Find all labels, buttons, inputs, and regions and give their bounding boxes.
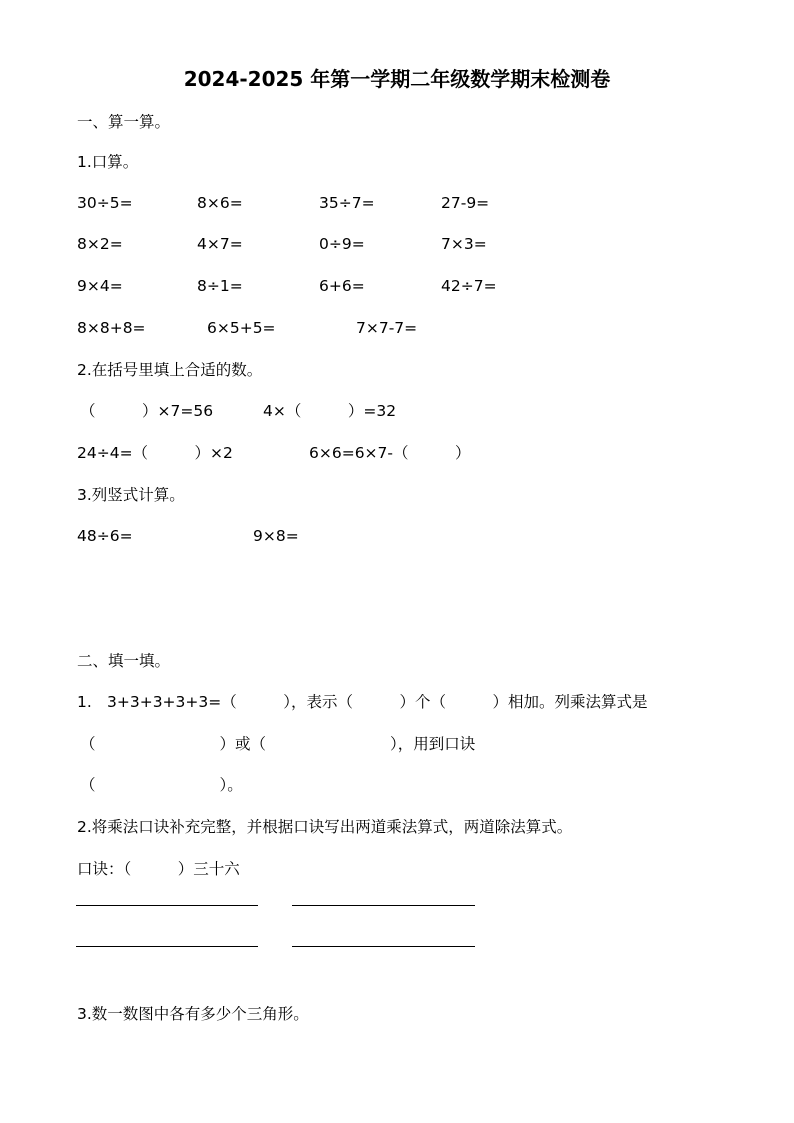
fill-blank-item: 4×（ ）=32	[263, 402, 397, 420]
oral-calc-item: 6×5+5=	[207, 319, 276, 337]
oral-calc-item: 6+6=	[319, 277, 365, 295]
section-2-heading: 二、填一填。	[77, 652, 171, 670]
q3-label: 3.列竖式计算。	[77, 486, 185, 504]
oral-calc-item: 30÷5=	[77, 194, 133, 212]
s2-q1-line-2: （ ）或（ ），用到口诀	[80, 735, 476, 753]
vertical-calc-item: 48÷6=	[77, 527, 133, 545]
oral-calc-item: 7×3=	[441, 235, 487, 253]
s2-q3-label: 3.数一数图中各有多少个三角形。	[77, 1005, 309, 1023]
answer-line	[292, 946, 475, 947]
answer-line	[292, 905, 475, 906]
q2-label: 2.在括号里填上合适的数。	[77, 361, 263, 379]
s2-q2-label: 2.将乘法口诀补充完整，并根据口诀写出两道乘法算式，两道除法算式。	[77, 818, 573, 836]
s2-q1-line-1: 3+3+3+3+3=（ ），表示（ ）个（ ）相加。列乘法算式是	[107, 693, 648, 711]
oral-calc-item: 27-9=	[441, 194, 490, 212]
page-title: 2024-2025 年第一学期二年级数学期末检测卷	[183, 67, 611, 91]
oral-calc-item: 4×7=	[197, 235, 243, 253]
answer-line	[76, 946, 258, 947]
oral-calc-item: 35÷7=	[319, 194, 375, 212]
answer-line	[76, 905, 258, 906]
oral-calc-item: 8×2=	[77, 235, 123, 253]
oral-calc-item: 9×4=	[77, 277, 123, 295]
section-1-heading: 一、算一算。	[77, 113, 171, 131]
fill-blank-item: （ ）×7=56	[80, 402, 214, 420]
s2-q1-line-3: （ ）。	[80, 776, 243, 794]
oral-calc-item: 0÷9=	[319, 235, 365, 253]
vertical-calc-item: 9×8=	[253, 527, 299, 545]
fill-blank-item: 6×6=6×7-（ ）	[309, 444, 471, 462]
fill-blank-item: 24÷4=（ ）×2	[77, 444, 233, 462]
oral-calc-item: 8×8+8=	[77, 319, 146, 337]
s2-q1-number: 1.	[77, 693, 92, 711]
s2-q2-rhyme: 口诀：（ ）三十六	[77, 860, 240, 878]
oral-calc-item: 7×7-7=	[356, 319, 418, 337]
oral-calc-item: 42÷7=	[441, 277, 497, 295]
oral-calc-item: 8×6=	[197, 194, 243, 212]
q1-label: 1.口算。	[77, 153, 139, 171]
oral-calc-item: 8÷1=	[197, 277, 243, 295]
